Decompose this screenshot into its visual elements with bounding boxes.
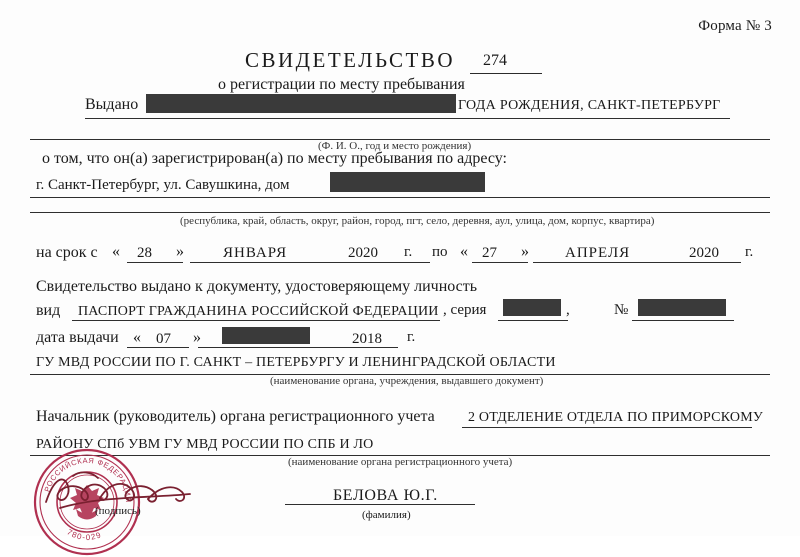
signature-caption: (подпись)	[95, 505, 141, 517]
issue-month-year-rule	[198, 347, 398, 348]
identity-series-rule	[498, 320, 568, 321]
term-day-to-rule	[472, 262, 528, 263]
issued-to-value: ГОДА РОЖДЕНИЯ, САНКТ-ПЕТЕРБУРГ	[458, 98, 721, 113]
identity-kind-label: вид	[36, 302, 61, 319]
identity-intro: Свидетельство выдано к документу, удостоверяющему личность	[36, 278, 478, 295]
certificate-number: 274	[483, 52, 507, 69]
svg-text:780-029: 780-029	[65, 527, 104, 543]
address-value: г. Санкт-Петербург, ул. Савушкина, дом	[36, 177, 290, 193]
identity-kind-rule	[72, 320, 440, 321]
term-month-year-from-rule	[190, 262, 430, 263]
identity-issue-year: 2018	[352, 331, 382, 347]
address-rule-1	[30, 197, 770, 198]
term-month-to: АПРЕЛЯ	[565, 245, 631, 261]
authority-caption: (наименование органа, учреждения, выдавшего документ)	[270, 375, 544, 387]
chief-org-caption: (наименование органа регистрационного учета)	[288, 456, 513, 468]
form-number-label: Форма № 3	[698, 18, 772, 34]
term-quote-close-to: »	[521, 243, 529, 260]
term-day-from-rule	[127, 262, 183, 263]
term-g-from: г.	[404, 244, 413, 260]
issued-to-rule	[85, 118, 730, 119]
family-name-caption: (фамилия)	[362, 509, 411, 521]
term-quote-open-to: «	[460, 243, 468, 260]
identity-issue-day: 07	[156, 331, 171, 347]
term-quote-close-from: »	[176, 243, 184, 260]
redaction-block-series	[503, 299, 561, 316]
chief-org-line1: 2 ОТДЕЛЕНИЕ ОТДЕЛА ПО ПРИМОРСКОМУ	[468, 410, 763, 425]
issue-quote-open: «	[133, 329, 141, 346]
identity-series-label: , серия	[443, 302, 487, 318]
page-title: СВИДЕТЕЛЬСТВО	[245, 48, 455, 72]
certificate-number-underline	[470, 73, 542, 74]
identity-issue-g: г.	[407, 329, 416, 345]
identity-series-comma: ,	[566, 302, 570, 318]
redaction-block-address	[330, 172, 485, 192]
term-prefix: на срок с	[36, 244, 98, 261]
chief-org-line2: РАЙОНУ СПб УВМ ГУ МВД РОССИИ ПО СПБ И ЛО	[36, 437, 374, 452]
term-year-to: 2020	[689, 245, 719, 261]
term-year-from: 2020	[348, 245, 378, 261]
svg-text:РОССИЙСКАЯ ФЕДЕРАЦИЯ: РОССИЙСКАЯ ФЕДЕРАЦИЯ	[42, 455, 134, 504]
identity-kind-value: ПАСПОРТ ГРАЖДАНИНА РОССИЙСКОЙ ФЕДЕРАЦИИ	[78, 304, 439, 319]
chief-org-rule-1	[462, 427, 752, 428]
issue-day-rule	[127, 347, 189, 348]
term-quote-open-from: «	[112, 243, 120, 260]
address-rule-2	[30, 212, 770, 213]
issue-quote-close: »	[193, 329, 201, 346]
registered-line: о том, что он(а) зарегистрирован(а) по месту пребывания по адресу:	[42, 150, 507, 167]
term-po-label: по	[432, 244, 448, 260]
term-day-from: 28	[137, 245, 152, 261]
redaction-block-name	[146, 94, 456, 113]
page-subtitle: о регистрации по месту пребывания	[218, 76, 465, 93]
identity-authority: ГУ МВД РОССИИ ПО Г. САНКТ – ПЕТЕРБУРГУ И ЛЕНИНГРАДСКОЙ ОБЛАСТИ	[36, 355, 556, 370]
term-month-from: ЯНВАРЯ	[223, 245, 288, 261]
term-day-to: 27	[482, 245, 497, 261]
issued-to-caption: (Ф. И. О., год и место рождения)	[318, 140, 472, 152]
redaction-block-number	[638, 299, 726, 316]
identity-number-rule	[632, 320, 734, 321]
term-month-year-to-rule	[533, 262, 741, 263]
identity-number-label: №	[614, 302, 629, 318]
issued-to-label: Выдано	[85, 96, 139, 113]
term-g-to: г.	[745, 244, 754, 260]
redaction-block-issue-month	[222, 327, 310, 344]
chief-label: Начальник (руководитель) органа регистрационного учета	[36, 408, 435, 425]
identity-issue-date-label: дата выдачи	[36, 329, 119, 346]
family-name-value: БЕЛОВА Ю.Г.	[333, 487, 438, 504]
address-caption: (республика, край, область, округ, район, город, пгт, село, деревня, аул, улица, дом, корпус, квартира)	[180, 215, 655, 227]
